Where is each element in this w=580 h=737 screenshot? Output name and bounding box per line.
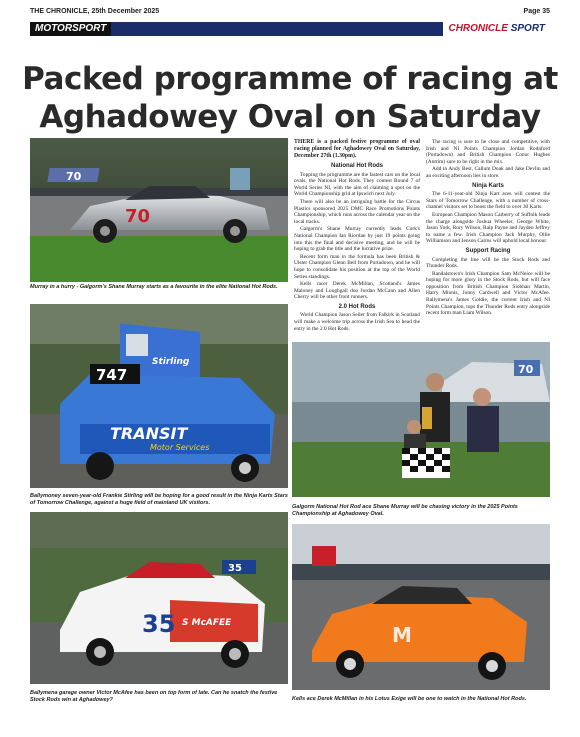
article-paragraph: World Champion Jason Seiler from Falkirk in Scotland will make a welcome trip across the Irish Sea to head the entry in the 2.0 Hot Rods. (294, 312, 420, 332)
car-number-p4: 70 (518, 363, 534, 376)
section-label: MOTORSPORT (30, 22, 111, 36)
page-header (30, 8, 550, 20)
article-paragraph: Galgorm's Shane Murray currently leads Cork's National Champion Ian Riordan by just 19 points going into this the final and decisive meeting, and he will be hoping to grab the title and the lucrative prize. (294, 226, 420, 253)
car-side-number-p3: 35 (142, 610, 176, 638)
photo-trophy-presentation (292, 342, 550, 497)
subhead-2-0-hot-rods: 2.0 Hot Rods (338, 303, 376, 310)
car-number-p1: 70 (66, 170, 82, 183)
article-paragraph: Topping the programme are the fastest cars on the local ovals, the National Hot Rods. They contest Round 7 of World Series NI, with the aim of claiming a spot on the World Championship grid at Ipswich next July. (294, 171, 420, 198)
masthead-logo: CHRONICLE SPORT (443, 22, 550, 36)
article-paragraph: Recent form man in the formula has been British & Ulster Champion Glenn Bell from Portadown, and he will hope to consolidate his position at the top of the World Series standings. (294, 253, 420, 280)
headline: Packed programme of racing at Aghadowey Oval on Saturday (22, 61, 558, 135)
car-side-number-p1: 70 (125, 206, 151, 227)
caption-photo-5: Kells ace Derek McMillan in his Lotus Exige will be one to watch in the National Hot Rods. (292, 696, 527, 702)
kart-side-subtext: Motor Services (150, 443, 210, 452)
car-side-sponsor-p3: S McAFEE (182, 618, 232, 628)
article-paragraph: Add in Andy Best, Callum Doak and Jake Devlin and an exciting afternoon lies in store. (426, 166, 550, 179)
car-number-p2: 747 (96, 366, 128, 384)
article-column-1 (294, 139, 420, 333)
article-paragraph: The 6-11-year-old Ninja Kart aces will contest the Stars of Tomorrow Challenge, with a number of cross-channel visitors set to boost the field to over 30 Karts. (426, 191, 550, 211)
caption-photo-2: Ballymoney seven-year-old Frankie Stirling will be hoping for a good result in the Ninja Karts Stars of Tomorrow Challenge, against a huge field of mainland UK visitors. (30, 493, 288, 506)
photo-lotus-exige (292, 524, 550, 690)
article-paragraph: European Champion Mason Carberry of Suffolk leads the charge alongside Joshua Wheeler, George White, Jason York, Rory Wilson, Ralp Payne and Jayden Jeffrey to name a few. Irish Champion Jack Murphy, Ollie Williamson and Jenson Cairns will uphold local honour. (426, 211, 550, 245)
article-column-2 (426, 139, 550, 318)
svg-text:M: M (392, 623, 412, 647)
caption-photo-4: Galgorm National Hot Rod ace Shane Murray will be chasing victory in the 2025 Points Championship at Aghadowey Oval. (292, 504, 518, 517)
kart-side-text: TRANSIT (110, 424, 188, 443)
subhead-support-racing: Support Racing (465, 247, 511, 254)
subhead-national-hot-rods: National Hot Rods (331, 163, 383, 169)
article-lead: THERE is a packed festive programme of oval racing planned for Aghadowey Oval on Saturday, December 27th (1.30pm). (294, 139, 420, 159)
article-paragraph: Kells racer Derek McMillan, Scotland's James Maloney and Loughgall duo Jordan McCann and Allen Cherry will be other front runners. (294, 281, 420, 301)
photo-kart-747 (30, 304, 288, 488)
article-paragraph: The racing is sure to be close and competitive, with Irish and NI Points Champion Jordan Rodnford (Portadown) and British Champion Conor Hughes (Antrim) sure to be right in the mix. (426, 139, 550, 165)
photo-stock-rod-35 (30, 512, 288, 684)
caption-photo-1: Murray in a hurry - Galgorm's Shane Murray starts as a favourite in the elite National Hot Rods. (30, 284, 278, 290)
publication-date: THE CHRONICLE, 25th December 2025 (30, 8, 160, 15)
article-paragraph: Completing the line will be the Stock Rods and Thunder Rods. (426, 256, 550, 270)
article-paragraph: There will also be an intriguing battle for the Circus Plastics sponsored 2025 DMC Race Promotions Points Championship, which runs across the calendar year on the local tracks. (294, 198, 420, 225)
article-paragraph: Randalstown's Irish Champion Sam McNeice will be hoping for more glory in the Stock Rods, but will face opposition from British Champion Siobhan Martin, Harry Minnis, Jonny Cardwell and Victor McAfee. Ballymena's James Goldie, the current Irish and NI Points Champion, tops the Thunder Rods entry alongside recent form man Liam Wilson. (426, 270, 550, 317)
kart-sponsor-text: Stirling (152, 357, 190, 367)
car-number-p3: 35 (228, 563, 242, 574)
caption-photo-3: Ballymena garage owner Victor McAfee has been on top form of late. Can he snatch the festive Stock Rods win at Aghadowey? (30, 690, 278, 703)
section-bar (30, 22, 550, 36)
photo-hot-rod-70 (30, 138, 288, 282)
subhead-ninja-karts: Ninja Karts (472, 182, 504, 189)
page-number: Page 35 (523, 8, 550, 15)
